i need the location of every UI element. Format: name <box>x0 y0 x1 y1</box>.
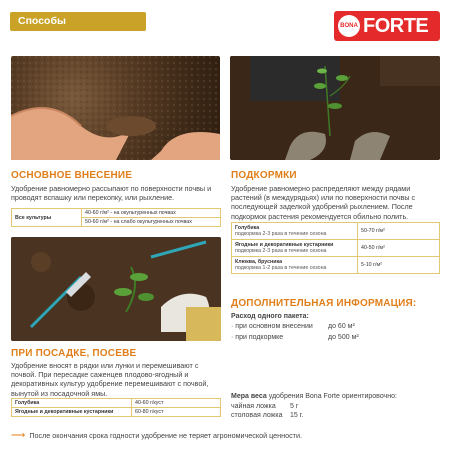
crop-name: Ягодные и декоративные кустарники <box>12 408 132 417</box>
crop-name: Ягодные и декоративные кустарники <box>235 242 334 248</box>
table-row <box>232 240 440 257</box>
page-title: Способы использования <box>10 12 146 31</box>
feeding-heading: ПОДКОРМКИ <box>231 170 297 181</box>
crop-name: Клюква, брусника <box>235 259 283 265</box>
measure-value: 5 г <box>290 403 299 410</box>
feeding-table <box>231 222 440 274</box>
consumption-title: Расход одного пакета: <box>231 313 309 320</box>
planting-heading: ПРИ ПОСАДКЕ, ПОСЕВЕ <box>11 348 137 359</box>
arrow-icon: ⟶ <box>11 430 26 441</box>
table-cell <box>82 209 221 218</box>
feeding-text: Удобрение равномерно распределяют между рядами растений (в междурядьях) или по поверхности почвы с последующей заделкой удобрений рыхлением. После подкормок растения рекомендуется обильно полить. <box>231 184 416 221</box>
dose-value: 50-60 г/м² <box>85 219 109 225</box>
measure-title: Мера веса <box>231 393 267 400</box>
logo-wordmark: FORTE <box>363 14 429 37</box>
dose-value: 60-80 г/куст <box>132 408 221 417</box>
logo-badge: BONA <box>338 15 360 37</box>
table-row <box>232 257 440 274</box>
photo-planting-tools <box>11 237 221 341</box>
feeding-frequency: подкормка 1-2 раза в течение сезона <box>235 265 327 271</box>
planting-text: Удобрение вносят в рядки или лунки и перемешивают с почвой. При пересадке саженцев плодово-ягодный и декоративных культур удобрение перемешивают с почвой, вынутой из посадочной ямы. <box>11 361 209 398</box>
table-cell <box>82 218 221 227</box>
table-row <box>12 408 221 417</box>
table-row <box>12 399 221 408</box>
consumption-value: до 60 м² <box>328 323 355 330</box>
dose-note: - на слабо окультуренных почвах <box>110 219 192 225</box>
dose-value: 40-60 г/м² <box>85 210 109 216</box>
dose-value: 50-70 г/м² <box>358 223 440 240</box>
table-cell <box>232 240 358 257</box>
consumption-value: до 500 м² <box>328 334 359 341</box>
feeding-frequency: подкормка 2-3 раза в течение сезона <box>235 248 327 254</box>
main-application-table <box>11 208 221 227</box>
dose-value: 5-10 г/м² <box>358 257 440 274</box>
dose-value: 40-50 г/м² <box>358 240 440 257</box>
planting-illustration <box>11 237 221 341</box>
main-application-text: Удобрение равномерно рассыпают по поверхности почвы и проводят вспашку или перекопку, или рыхление. <box>11 184 212 203</box>
additional-info-heading: ДОПОЛНИТЕЛЬНАЯ ИНФОРМАЦИЯ: <box>231 298 417 309</box>
footer-text: После окончания срока годности удобрение не теряет агрономической ценности. <box>29 431 302 440</box>
photo-hands-soil <box>11 56 220 160</box>
seedlings-illustration <box>230 56 440 160</box>
feeding-frequency: подкормка 2-3 раза в течение сезона <box>235 231 327 237</box>
table-label: Все культуры <box>12 209 82 227</box>
dose-value: 40-60 г/куст <box>132 399 221 408</box>
measure-value: 15 г. <box>290 412 304 419</box>
table-row <box>232 223 440 240</box>
measure-label: чайная ложка <box>231 403 276 410</box>
consumption-label: · при подкормке <box>231 334 284 341</box>
planting-table <box>11 398 221 417</box>
hands-soil-illustration <box>11 56 220 160</box>
crop-name: Голубика <box>12 399 132 408</box>
main-application-heading: ОСНОВНОЕ ВНЕСЕНИЕ <box>11 170 133 181</box>
measure-title-rest: удобрения Bona Forte ориентировочно: <box>268 393 397 400</box>
measure-label: столовая ложка <box>231 412 283 419</box>
dose-note: - на окультуренных почвах <box>110 210 176 216</box>
table-cell <box>232 223 358 240</box>
table-cell <box>232 257 358 274</box>
bona-forte-logo <box>334 11 440 41</box>
measure-title-line <box>231 393 397 400</box>
consumption-label: · при основном внесении <box>231 323 313 330</box>
crop-name: Голубика <box>235 225 260 231</box>
table-row <box>12 209 221 218</box>
footer-note <box>11 430 302 441</box>
photo-seedlings-gloves <box>230 56 440 160</box>
